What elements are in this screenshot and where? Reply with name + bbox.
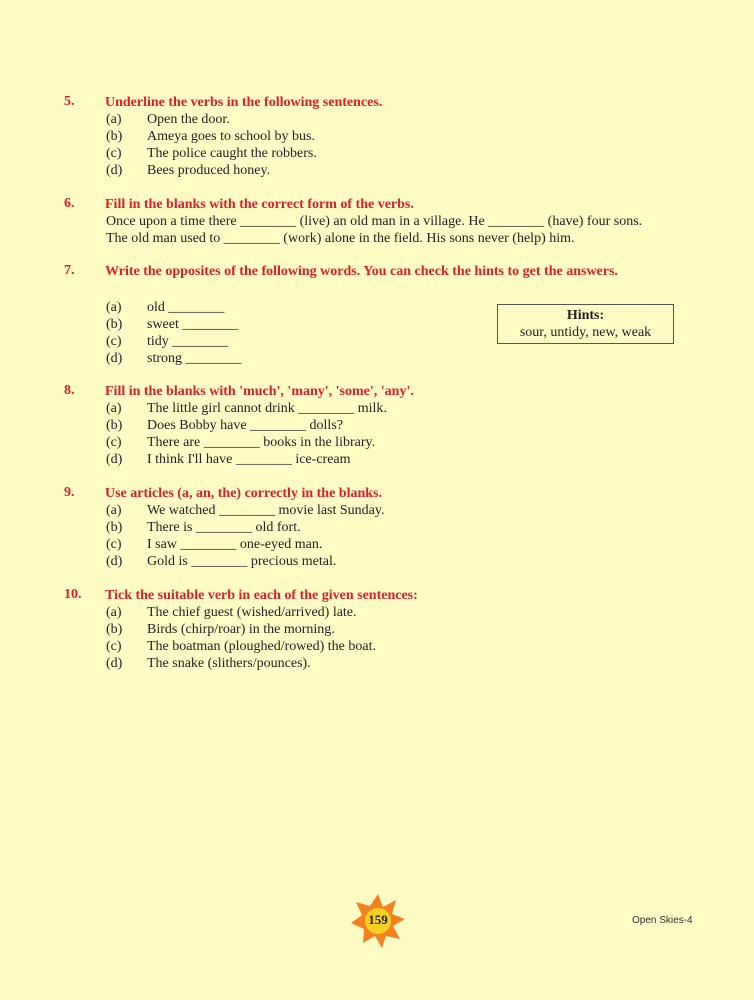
item-text: We watched ________ movie last Sunday. <box>147 503 385 518</box>
item-letter: (d) <box>106 163 123 178</box>
book-title: Open Skies-4 <box>632 915 693 926</box>
page-number: 159 <box>368 912 388 927</box>
exercise-number: 5. <box>64 94 75 109</box>
item-letter: (b) <box>106 317 123 332</box>
item-text: tidy ________ <box>147 334 229 349</box>
item-letter: (a) <box>106 401 122 416</box>
item-text: I think I'll have ________ ice-cream <box>147 452 351 467</box>
exercise-number: 10. <box>64 587 82 602</box>
item-letter: (b) <box>106 129 123 144</box>
item-text: strong ________ <box>147 351 242 366</box>
item-letter: (d) <box>106 351 123 366</box>
item-letter: (b) <box>106 622 123 637</box>
paragraph-line: The old man used to ________ (work) alone in the field. His sons never (help) him. <box>106 231 575 246</box>
item-text: There is ________ old fort. <box>147 520 301 535</box>
item-text: Does Bobby have ________ dolls? <box>147 418 343 433</box>
item-letter: (b) <box>106 520 123 535</box>
exercise-number: 8. <box>64 383 75 398</box>
exercise-number: 9. <box>64 485 75 500</box>
hints-title: Hints: <box>566 308 605 323</box>
item-text: Birds (chirp/roar) in the morning. <box>147 622 335 637</box>
item-letter: (c) <box>106 537 122 552</box>
item-text: I saw ________ one-eyed man. <box>147 537 323 552</box>
item-text: The little girl cannot drink ________ milk. <box>147 401 387 416</box>
item-letter: (c) <box>106 334 122 349</box>
item-text: old ________ <box>147 300 225 315</box>
item-text: The boatman (ploughed/rowed) the boat. <box>147 639 376 654</box>
item-text: The police caught the robbers. <box>147 146 317 161</box>
item-letter: (a) <box>106 300 122 315</box>
exercise-heading: Underline the verbs in the following sentences. <box>105 95 383 110</box>
exercise-heading: Use articles (a, an, the) correctly in the blanks. <box>105 486 382 501</box>
exercise-number: 6. <box>64 196 75 211</box>
paragraph-line: Once upon a time there ________ (live) an old man in a village. He ________ (have) four sons. <box>106 214 643 229</box>
item-text: sweet ________ <box>147 317 239 332</box>
hints-words: sour, untidy, new, weak <box>519 325 652 340</box>
item-letter: (d) <box>106 656 123 671</box>
exercise-heading: Write the opposites of the following words. You can check the hints to get the answers. <box>105 264 618 279</box>
item-letter: (c) <box>106 435 122 450</box>
item-text: Open the door. <box>147 112 230 127</box>
item-letter: (c) <box>106 639 122 654</box>
item-text: The snake (slithers/pounces). <box>147 656 311 671</box>
exercise-heading: Tick the suitable verb in each of the given sentences: <box>105 588 418 603</box>
item-letter: (a) <box>106 605 122 620</box>
item-letter: (d) <box>106 554 123 569</box>
item-text: There are ________ books in the library. <box>147 435 376 450</box>
item-letter: (b) <box>106 418 123 433</box>
item-text: Ameya goes to school by bus. <box>147 129 315 144</box>
exercise-heading: Fill in the blanks with the correct form of the verbs. <box>105 197 414 212</box>
item-text: Gold is ________ precious metal. <box>147 554 337 569</box>
item-text: The chief guest (wished/arrived) late. <box>147 605 357 620</box>
hints-box <box>497 304 674 344</box>
exercise-number: 7. <box>64 263 75 278</box>
item-text: Bees produced honey. <box>147 163 271 178</box>
item-letter: (a) <box>106 112 122 127</box>
item-letter: (a) <box>106 503 122 518</box>
item-letter: (c) <box>106 146 122 161</box>
exercise-heading: Fill in the blanks with 'much', 'many', 'some', 'any'. <box>105 384 414 399</box>
item-letter: (d) <box>106 452 123 467</box>
